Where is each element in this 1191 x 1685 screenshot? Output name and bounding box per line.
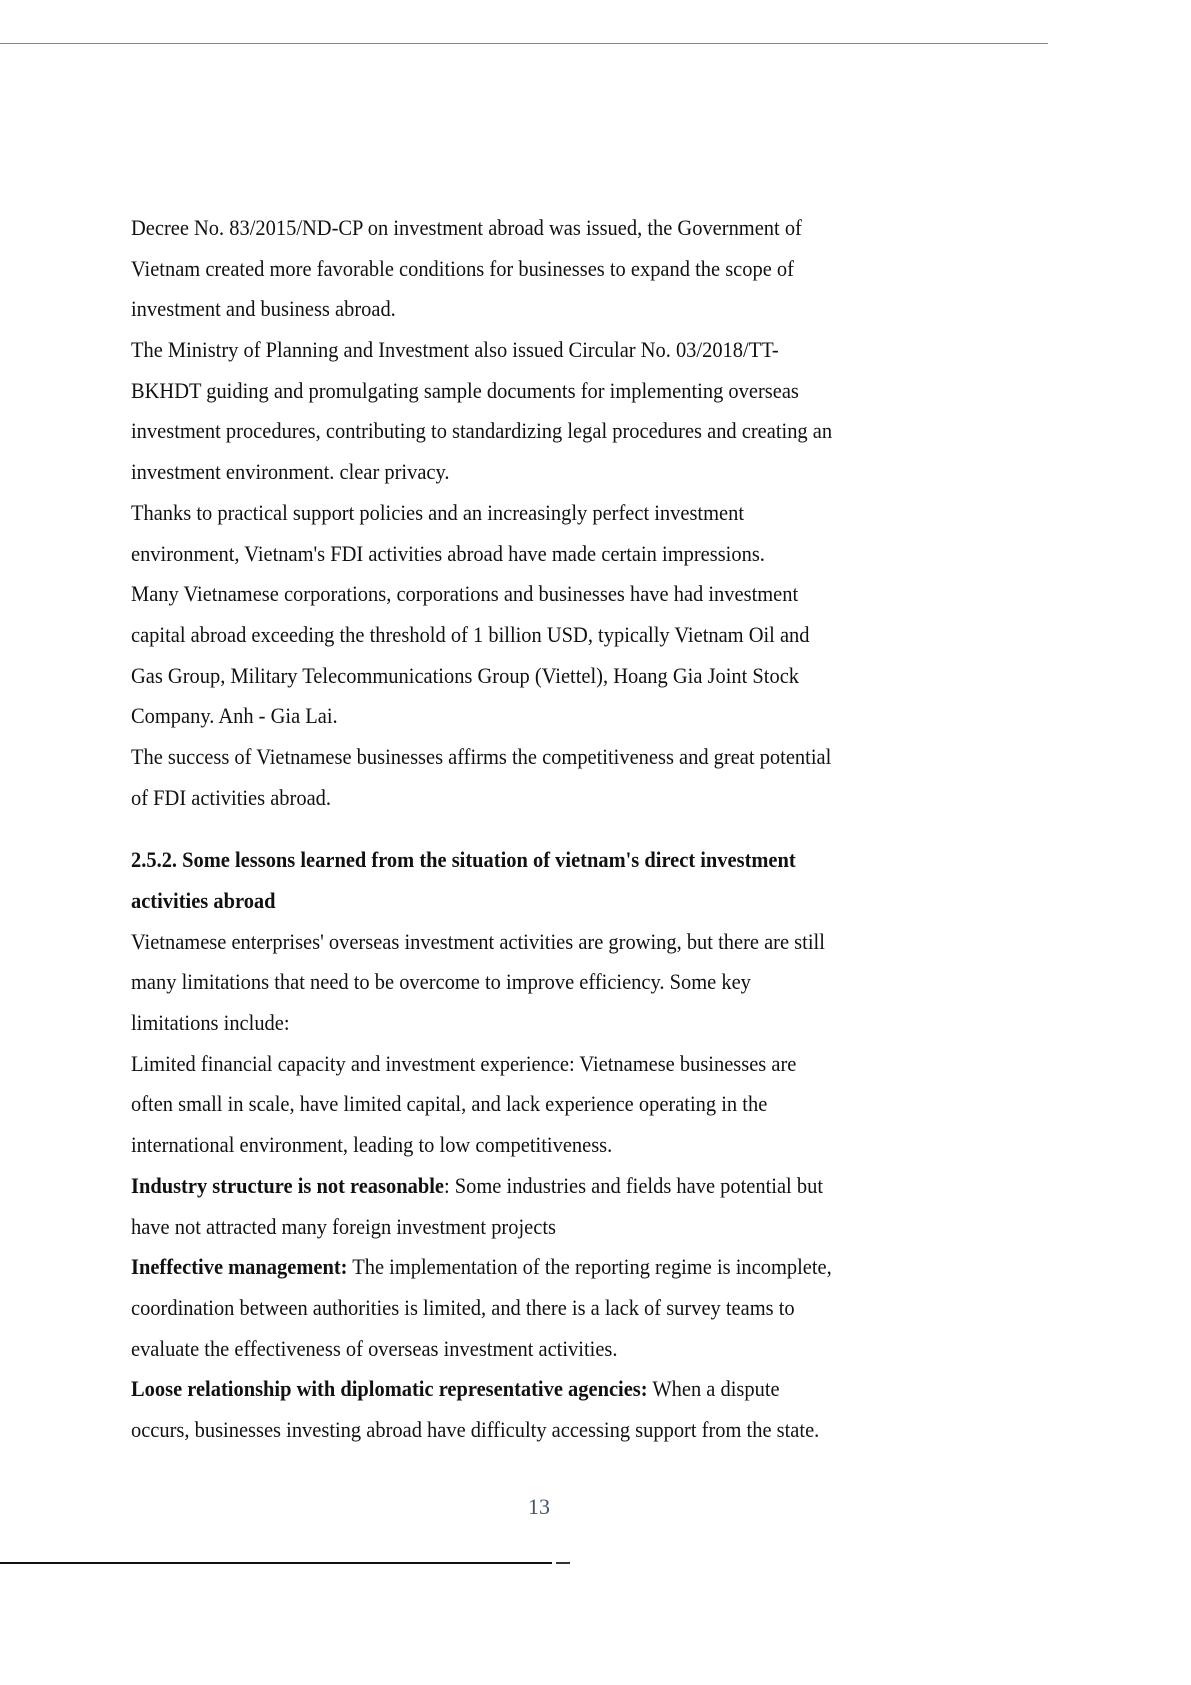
- paragraph: [131, 1166, 961, 1247]
- line-text: The implementation of the reporting regime is incomplete,: [347, 1254, 832, 1280]
- text-line: [131, 1003, 903, 1044]
- text-line: investment and business abroad.: [131, 296, 396, 322]
- line-text: : Some industries and fields have potential but: [443, 1172, 824, 1198]
- text-line: The Ministry of Planning and Investment also issued Circular No. 03/2018/TT-: [131, 337, 779, 363]
- spacer: [131, 818, 961, 840]
- heading-line: activities abroad: [131, 888, 276, 913]
- text-line: [131, 1084, 903, 1125]
- text-line: Company. Anh - Gia Lai.: [131, 703, 338, 729]
- line-text: When a dispute: [647, 1376, 780, 1402]
- paragraph: [131, 1247, 961, 1369]
- text-line: Decree No. 83/2015/ND-CP on investment abroad was issued, the Government of: [131, 215, 802, 240]
- line-text: limitations include:: [131, 1010, 290, 1036]
- heading-line: 2.5.2. Some lessons learned from the situation of vietnam's direct investment: [131, 847, 796, 873]
- text-line: investment environment. clear privacy.: [131, 459, 450, 485]
- line-text: evaluate the effectiveness of overseas investment activities.: [131, 1335, 618, 1361]
- text-line: of FDI activities abroad.: [131, 784, 332, 810]
- paragraph: [131, 330, 961, 493]
- bold-lead: Ineffective management:: [131, 1254, 348, 1280]
- text-line: [131, 1166, 903, 1207]
- text-line: Gas Group, Military Telecommunications Group (Viettel), Hoang Gia Joint Stock: [131, 662, 800, 688]
- text-line: [131, 1369, 903, 1410]
- page-body: [131, 208, 961, 1451]
- line-text: Vietnamese enterprises' overseas investment activities are growing, but there are still: [131, 928, 825, 954]
- line-text: have not attracted many foreign investment projects: [131, 1213, 556, 1239]
- line-text: international environment, leading to low competitiveness.: [131, 1132, 613, 1158]
- paragraph: [131, 208, 961, 330]
- paragraph: [131, 574, 961, 737]
- text-line: Vietnam created more favorable conditions for businesses to expand the scope of: [131, 255, 794, 281]
- line-text: often small in scale, have limited capital, and lack experience operating in the: [131, 1091, 768, 1117]
- text-line: Thanks to practical support policies and an increasingly perfect investment: [131, 499, 745, 525]
- text-line: [131, 1247, 903, 1288]
- text-line: BKHDT guiding and promulgating sample documents for implementing overseas: [131, 377, 799, 403]
- bold-lead: Industry structure is not reasonable: [131, 1172, 444, 1198]
- footer-rule: [0, 1562, 552, 1564]
- text-line: [131, 922, 903, 963]
- line-text: Limited financial capacity and investment experience: Vietnamese businesses are: [131, 1050, 797, 1076]
- paragraph: [131, 493, 961, 574]
- text-line: investment procedures, contributing to standardizing legal procedures and creating an: [131, 418, 833, 444]
- paragraph: [131, 922, 961, 1044]
- bold-lead: Loose relationship with diplomatic representative agencies:: [131, 1376, 648, 1402]
- header-rule: [0, 43, 1048, 44]
- line-text: occurs, businesses investing abroad have difficulty accessing support from the state.: [131, 1416, 820, 1442]
- text-line: environment, Vietnam's FDI activities abroad have made certain impressions.: [131, 540, 765, 566]
- text-line: capital abroad exceeding the threshold of 1 billion USD, typically Vietnam Oil and: [131, 621, 810, 647]
- page-number: 13: [528, 1494, 550, 1519]
- line-text: many limitations that need to be overcome to improve efficiency. Some key: [131, 969, 751, 995]
- text-line: The success of Vietnamese businesses affirms the competitiveness and great potential: [131, 743, 832, 769]
- footer-rule-tick: [556, 1562, 570, 1564]
- text-line: [131, 1329, 903, 1370]
- text-line: [131, 1288, 903, 1329]
- paragraph: [131, 1369, 961, 1450]
- text-line: [131, 962, 903, 1003]
- text-line: [131, 1410, 903, 1451]
- section-heading: [131, 840, 961, 921]
- paragraph: [131, 737, 961, 818]
- text-line: [131, 1207, 903, 1248]
- paragraph: [131, 1044, 961, 1166]
- text-line: [131, 1125, 903, 1166]
- text-line: [131, 1044, 903, 1085]
- line-text: coordination between authorities is limited, and there is a lack of survey teams to: [131, 1294, 795, 1320]
- text-line: Many Vietnamese corporations, corporations and businesses have had investment: [131, 581, 799, 607]
